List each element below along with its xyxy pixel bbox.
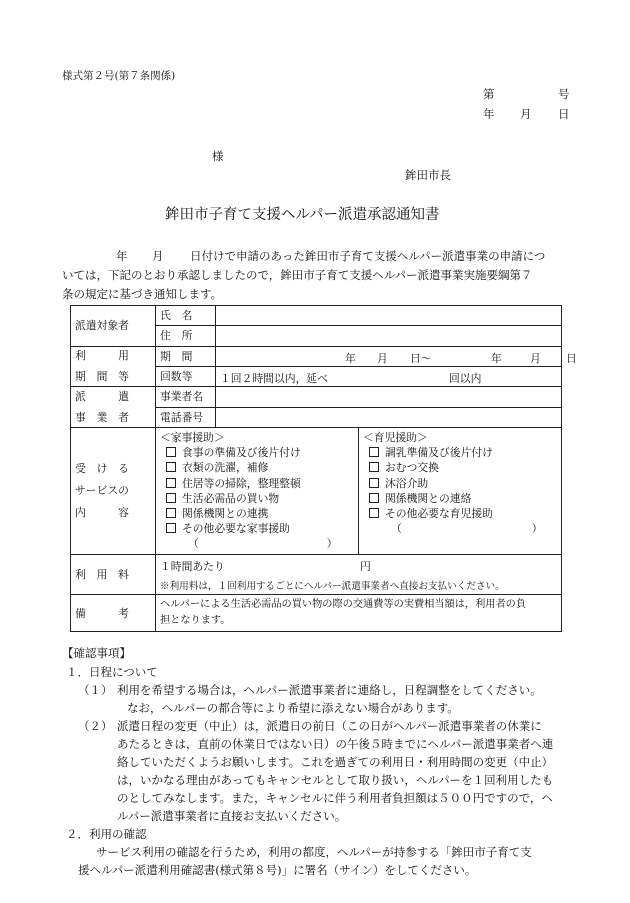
childcare-option[interactable] [363, 506, 561, 521]
housework-option[interactable] [160, 445, 358, 460]
form-number: 様式第２号(第７条関係) [62, 70, 176, 82]
childcare-option-label: おむつ交換 [385, 461, 439, 475]
approval-table [70, 305, 577, 632]
s1-item2-line4: は，いかなる理由があってもキャンセルとして取り扱い，ヘルパーを１回利用したも [117, 773, 554, 787]
remarks-label: 備 考 [75, 606, 129, 620]
checkbox[interactable] [369, 493, 379, 503]
address-value[interactable] [216, 326, 562, 346]
count-text: １回２時間以内，延べ [220, 371, 328, 385]
childcare-option-label: 調乳準備及び後片付け [385, 446, 493, 460]
service-label-2: サービスの [75, 484, 129, 498]
service-label-cell [71, 427, 156, 554]
checkbox[interactable] [369, 447, 379, 457]
s1-item2-line6: ルパー派遣事業者に直接お支払いください。 [117, 809, 347, 823]
housework-option-label: 関係機関との連携 [182, 506, 269, 520]
name-label: 氏 名 [156, 306, 216, 326]
s2-line2: 援ヘルパー派遣利用確認書(様式第８号)」に署名（サイン）をしてください。 [78, 863, 477, 877]
childcare-option[interactable] [363, 491, 561, 506]
childcare-option-label: その他必要な育児援助 [385, 506, 493, 520]
term-end-day: 日 [566, 351, 577, 365]
intro-line2: いては，下記のとおり承認しましたので，鉾田市子育て支援ヘルパー派遣事業実施要綱第７ [62, 268, 533, 282]
doc-number-suffix: 号 [558, 87, 570, 101]
date-day: 日 [558, 107, 570, 121]
childcare-column [358, 428, 561, 554]
term-end-month: 月 [530, 351, 541, 365]
housework-option[interactable] [160, 521, 358, 536]
housework-column [156, 428, 358, 554]
s1-item2-line1: 派遣日程の変更（中止）は，派遣日の前日（この日がヘルパー派遣事業者の休業に [117, 719, 542, 733]
s2-line1: サービス利用の確認を行うため，利用の都度，ヘルパーが持参する「鉾田市子育て支 [96, 845, 532, 859]
checkbox[interactable] [166, 523, 176, 533]
housework-option[interactable] [160, 506, 358, 521]
confirm-heading: 【確認事項】 [62, 646, 131, 660]
period-label-1: 利 用 [75, 349, 129, 363]
term-value[interactable] [216, 346, 577, 366]
childcare-option-label: 沐浴介助 [385, 476, 429, 490]
page-title: 鉾田市子育て支援ヘルパー派遣承認通知書 [165, 207, 440, 223]
service-label-1: 受 け る [75, 462, 129, 476]
s1-item1-number: （１） [78, 683, 113, 697]
s1-item2-line2: あたるときは，直前の休業日ではない日）の午後５時までにヘルパー派遣事業者へ連 [117, 737, 554, 751]
target-label-cell [71, 306, 156, 347]
childcare-other[interactable] [363, 521, 561, 536]
childcare-option-label: 関係機関との連絡 [385, 491, 472, 505]
provider-phone-value[interactable] [216, 407, 562, 427]
housework-option-label: 衣類の洗濯，補修 [182, 461, 269, 475]
date-month: 月 [520, 107, 532, 121]
paren-open: （ [391, 522, 402, 536]
housework-option[interactable] [160, 460, 358, 475]
checkbox[interactable] [166, 478, 176, 488]
term-label: 期 間 [156, 346, 216, 366]
period-label-2: 期 間 等 [75, 370, 129, 384]
housework-option-label: 生活必需品の買い物 [182, 491, 280, 505]
fee-content [156, 554, 562, 595]
date-year: 年 [483, 107, 495, 121]
addressee-suffix: 様 [212, 149, 224, 163]
checkbox[interactable] [369, 478, 379, 488]
checkbox[interactable] [166, 462, 176, 472]
checkbox[interactable] [166, 493, 176, 503]
childcare-option[interactable] [363, 445, 561, 460]
provider-label-cell [71, 387, 156, 428]
checkbox[interactable] [166, 447, 176, 457]
target-label: 派遣対象者 [75, 319, 129, 333]
count-suffix: 回以内 [449, 371, 482, 385]
provider-label-2: 事 業 者 [75, 411, 129, 425]
paren-close: ） [326, 537, 338, 551]
housework-other[interactable] [160, 536, 358, 551]
paren-close: ） [531, 522, 543, 536]
intro-line1: 日付けで申請のあった鉾田市子育て支援ヘルパー派遣事業の申請につ [190, 249, 546, 263]
intro-month: 月 [152, 249, 164, 263]
remarks-content [156, 595, 562, 632]
service-label-3: 内 容 [75, 506, 129, 520]
housework-option-label: その他必要な家事援助 [182, 522, 290, 536]
checkbox[interactable] [369, 462, 379, 472]
intro-line3: 条の規定に基づき通知します。 [62, 287, 223, 301]
s1-item2-line3: 絡していただくようお願いします。これを過ぎての利用日・利用時間の変更（中止） [117, 755, 554, 769]
count-value[interactable] [216, 366, 562, 386]
s1-item1-line1: 利用を希望する場合は，ヘルパー派遣事業者に連絡し，日程調整をしてください。 [117, 683, 542, 697]
s1-item1-line2: なお，ヘルパーの都合等により希望に添えない場合があります。 [127, 701, 459, 715]
checkbox[interactable] [369, 508, 379, 518]
provider-name-value[interactable] [216, 387, 562, 407]
remarks-label-cell [71, 595, 156, 632]
fee-note: ※利用料は，１回利用するごとにヘルパー派遣事業者へ直接お支払いください。 [160, 580, 505, 592]
fee-label-cell [71, 554, 156, 595]
s1-item2-number: （２） [78, 719, 113, 733]
remarks-line2: 担となります。 [160, 615, 231, 627]
service-content [156, 427, 562, 554]
childcare-heading: ＜育児援助＞ [363, 430, 428, 444]
childcare-option[interactable] [363, 460, 561, 475]
section2-title: ２．利用の確認 [66, 827, 147, 841]
name-value[interactable] [216, 306, 562, 326]
section1-title: １．日程について [66, 665, 158, 679]
checkbox[interactable] [166, 508, 176, 518]
term-end-year: 年 [491, 351, 502, 365]
remarks-line1: ヘルパーによる生活必需品の買い物の際の交通費等の実費相当額は，利用者の負 [160, 599, 527, 611]
issuer: 鉾田市長 [405, 168, 451, 182]
provider-label-1: 派 遣 [75, 390, 129, 404]
housework-option[interactable] [160, 476, 358, 491]
housework-option[interactable] [160, 491, 358, 506]
term-start-day: 日～ [410, 351, 432, 365]
fee-per-hour: １時間あたり [160, 559, 225, 573]
paren-open: （ [188, 537, 199, 551]
term-start-month: 月 [377, 351, 388, 365]
intro-year: 年 [116, 249, 128, 263]
address-label: 住 所 [156, 326, 216, 346]
childcare-option[interactable] [363, 476, 561, 491]
term-start-year: 年 [345, 351, 356, 365]
fee-label: 利 用 料 [75, 568, 129, 581]
provider-name-label: 事業者名 [156, 387, 216, 407]
housework-option-label: 食事の準備及び後片付け [182, 446, 301, 460]
period-label-cell [71, 346, 156, 387]
doc-number-prefix: 第 [483, 87, 495, 101]
fee-unit: 円 [360, 559, 371, 573]
housework-heading: ＜家事援助＞ [160, 430, 225, 444]
count-label: 回数等 [156, 366, 216, 386]
s1-item2-line5: のとしてみなします。また，キャンセルに伴う利用者負担額は５００円ですので，ヘ [117, 791, 553, 805]
provider-phone-label: 電話番号 [156, 407, 216, 427]
housework-option-label: 住居等の掃除，整理整頓 [182, 476, 301, 490]
